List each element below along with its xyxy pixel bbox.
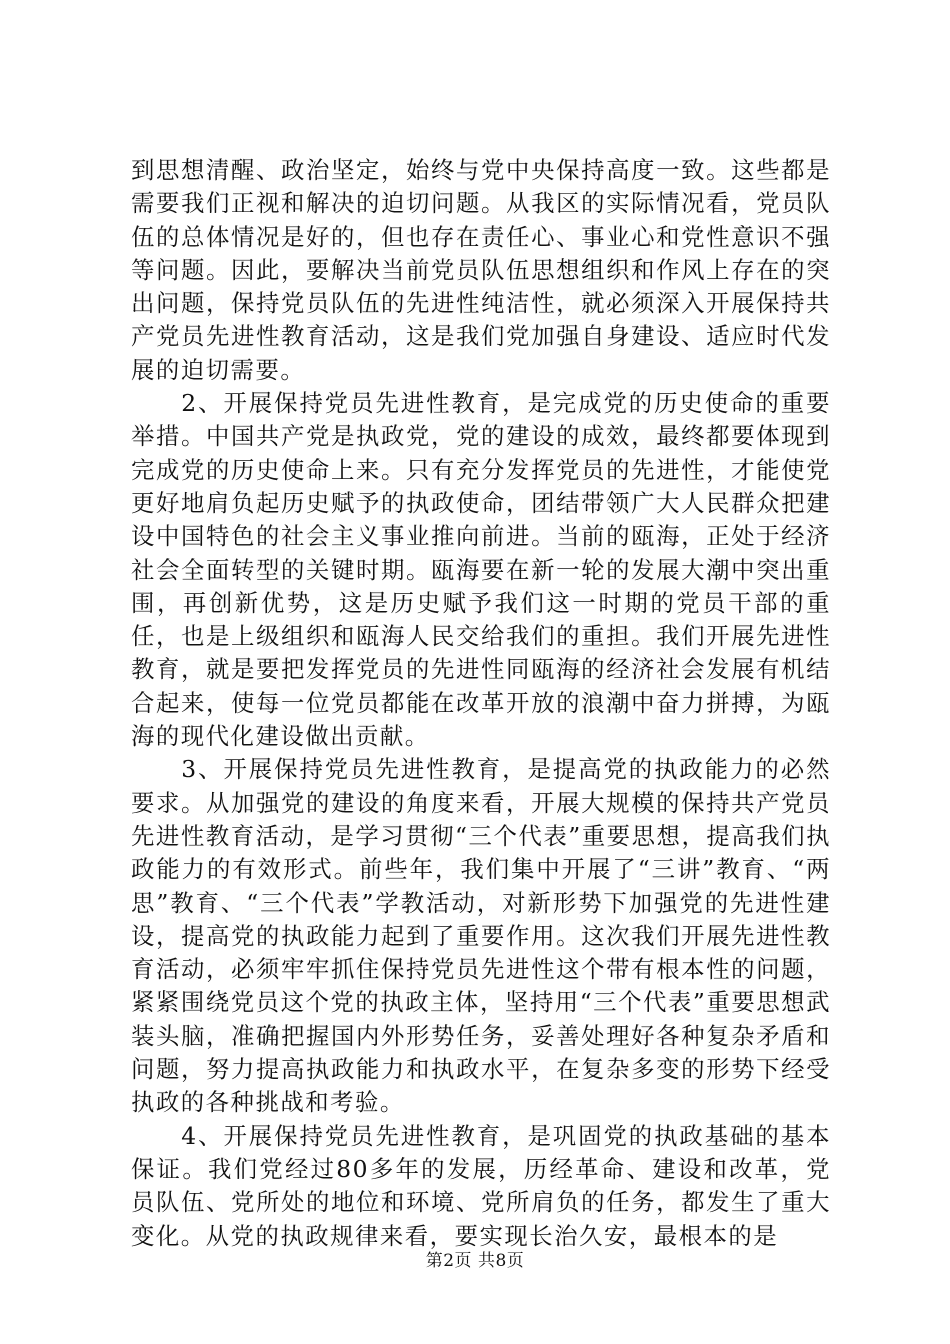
page-number-footer: 第2页 共8页 [425,1251,525,1271]
paragraph-continuation: 到思想清醒、政治坚定，始终与党中央保持高度一致。这些都是需要我们正视和解决的迫切问题。从我区的实际情况看，党员队伍的总体情况是好的，但也存在责任心、事业心和党性意识不强等问题。因此，要解决当前党员队伍思想组织和作风上存在的突出问题，保持党员队伍的先进性纯洁性，就必须深入开展保持共产党员先进性教育活动，这是我们党加强自身建设、适应时代发展的迫切需要。 [131,156,831,384]
paragraph-3-governing-capacity: 3、开展保持党员先进性教育，是提高党的执政能力的必然要求。从加强党的建设的角度来看，开展大规模的保持共产党员先进性教育活动，是学习贯彻“三个代表”重要思想，提高我们执政能力的有效形式。前些年，我们集中开展了“三讲”教育、“两思”教育、“三个代表”学教活动，对新形势下加强党的先进性建设，提高党的执政能力起到了重要作用。这次我们开展先进性教育活动，必须牢牢抓住保持党员先进性这个带有根本性的问题，紧紧围绕党员这个党的执政主体，坚持用“三个代表”重要思想武装头脑，准确把握国内外形势任务，妥善处理好各种复杂矛盾和问题，努力提高执政能力和执政水平，在复杂多变的形势下经受执政的各种挑战和考验。 [131,755,831,1117]
paragraph-2-completing-historic-mission: 2、开展保持党员先进性教育，是完成党的历史使命的重要举措。中国共产党是执政党，党的建设的成效，最终都要体现到完成党的历史使命上来。只有充分发挥党员的先进性，才能使党更好地肩负起历史赋予的执政使命，团结带领广大人民群众把建设中国特色的社会主义事业推向前进。当前的瓯海，正处于经济社会全面转型的关键时期。瓯海要在新一轮的发展大潮中突出重围，再创新优势，这是历史赋予我们这一时期的党员干部的重任，也是上级组织和瓯海人民交给我们的重担。我们开展先进性教育，就是要把发挥党员的先进性同瓯海的经济社会发展有机结合起来，使每一位党员都能在改革开放的浪潮中奋力拼搏，为瓯海的现代化建设做出贡献。 [131,389,831,751]
paragraph-4-governing-foundation: 4、开展保持党员先进性教育，是巩固党的执政基础的基本保证。我们党经过80多年的发展，历经革命、建设和改革，党员队伍、党所处的地位和环境、党所肩负的任务，都发生了重大变化。从党的执政规律来看，要实现长治久安，最根本的是 [131,1121,831,1250]
document-body [131,154,831,1253]
